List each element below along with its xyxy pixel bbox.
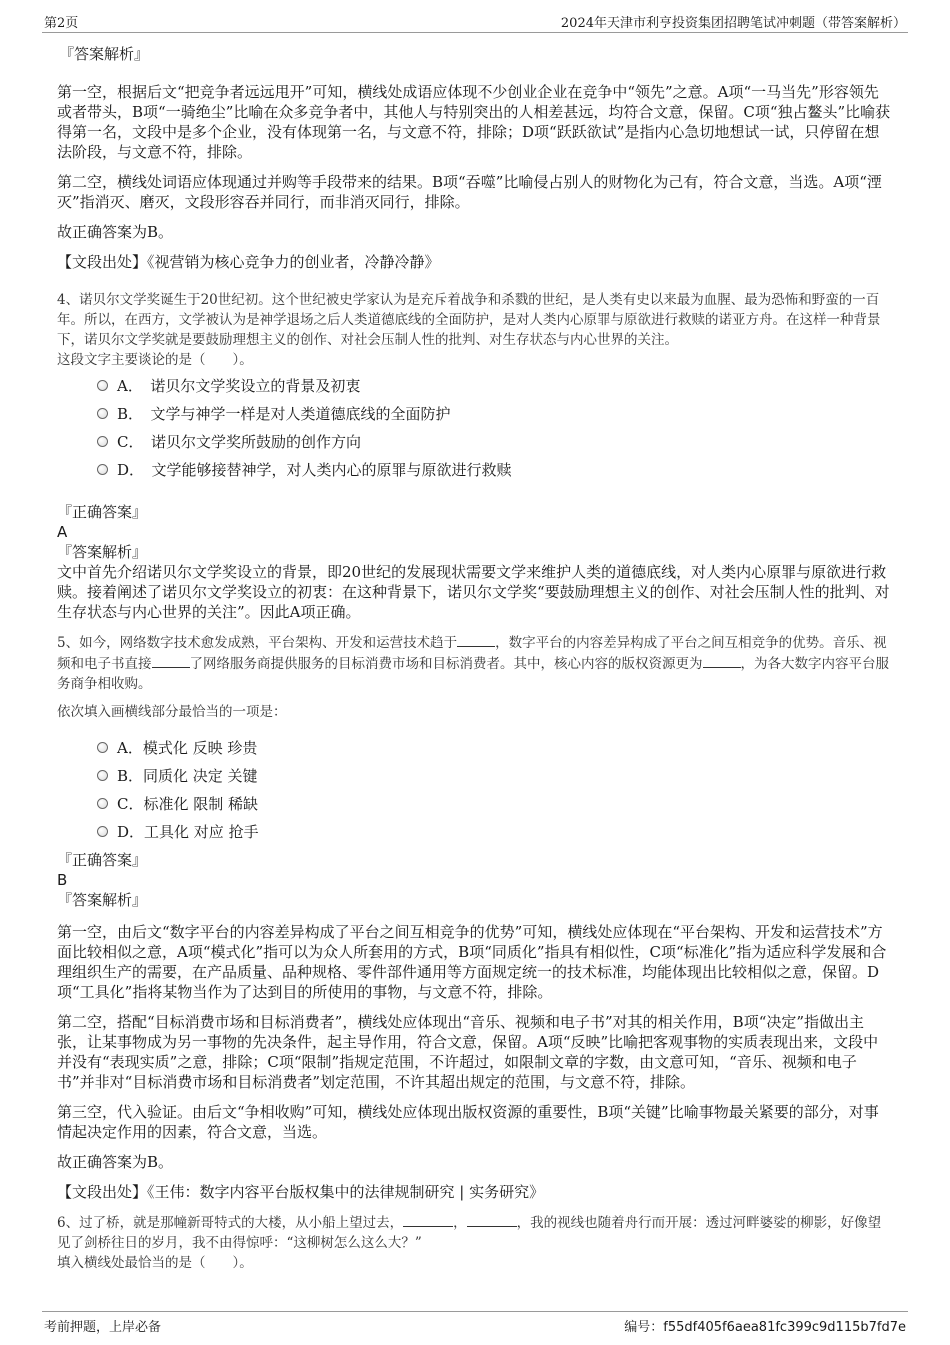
q5-stem-part2: ，数字平台的内容差异构成了平台之间互相竞争的优势。音乐、视频和电子书直接 xyxy=(57,635,887,672)
radio-icon[interactable] xyxy=(97,742,108,753)
q4-option-d-label: D． 文学能够接替神学，对人类内心的原罪与原欲进行救赎 xyxy=(117,461,512,479)
q4-option-c-label: C． 诺贝尔文学奖所鼓励的创作方向 xyxy=(117,433,361,451)
blank-line xyxy=(152,653,190,668)
radio-icon[interactable] xyxy=(97,826,108,837)
q6-stem-part1: 6、过了桥，就是那幢新哥特式的大楼，从小船上望过去， xyxy=(57,1215,404,1231)
radio-icon[interactable] xyxy=(97,770,108,781)
q5-stem-part3: 了网络服务商提供服务的目标消费市场和目标消费者。其中，核心内容的版权资源更为 xyxy=(189,656,703,672)
q4-option-b[interactable] xyxy=(57,404,893,432)
radio-icon[interactable] xyxy=(97,464,108,475)
page-content xyxy=(57,44,893,1273)
q3-analysis-para2: 第二空，横线处词语应体现通过并购等手段带来的结果。B项“吞噬”比喻侵占别人的财物化为己有，符合文意，当选。A项“湮灭”指消灭、磨灭，文段形容吞并同行，而非消灭同行，排除。 xyxy=(57,173,882,211)
page-number: 第2页 xyxy=(44,16,79,31)
document-title: 2024年天津市利亨投资集团招聘笔试冲刺题（带答案解析） xyxy=(560,16,906,31)
q5-option-c[interactable] xyxy=(57,794,893,822)
q6-stem xyxy=(57,1212,893,1253)
q5-conclusion: 故正确答案为B。 xyxy=(57,1153,174,1171)
q6-ask: 填入横线处最恰当的是（ ）。 xyxy=(57,1255,253,1271)
q5-analysis-para2: 第二空，搭配“目标消费市场和目标消费者”，横线处应体现出“音乐、视频和电子书”对其的相关作用，B项“决定”指做出主张，让某事物成为另一事物的先决条件，起主导作用，符合文意，保留。A项“反映”比喻把客观事物的实质表现出来，文段中并没有“表现实质”之意，排除；C项“限制”指规定范围，不许超过，如限制文章的字数，由文意可知，“音乐、视频和电子书”并非对“目标消费市场和目标消费者”划定范围，不许其超出规定的范围，与文意不符，排除。 xyxy=(57,1013,879,1091)
page-footer xyxy=(42,1311,908,1336)
q5-option-d-label: D．工具化 对应 抢手 xyxy=(117,823,259,841)
q4-option-a-label: A． 诺贝尔文学奖设立的背景及初衷 xyxy=(117,377,361,395)
q5-option-c-label: C．标准化 限制 稀缺 xyxy=(117,795,259,813)
document-code: 编号：f55df405f6aea81fc399c9d115b7fd7e xyxy=(624,1320,906,1335)
q5-analysis-para3: 第三空，代入验证。由后文“争相收购”可知，横线处应体现出版权资源的重要性，B项“关键”比喻事物最关紧要的部分，对事情起决定作用的因素，符合文意，当选。 xyxy=(57,1103,879,1141)
q3-conclusion: 故正确答案为B。 xyxy=(57,223,174,241)
q4-option-b-label: B． 文学与神学一样是对人类道德底线的全面防护 xyxy=(117,405,451,423)
radio-icon[interactable] xyxy=(97,408,108,419)
q5-answer: B xyxy=(57,871,68,889)
footer-slogan: 考前押题，上岸必备 xyxy=(44,1320,162,1335)
q5-analysis-heading: 『答案解析』 xyxy=(57,891,148,909)
q3-source: 【文段出处】《视营销为核心竞争力的创业者，冷静冷静》 xyxy=(57,253,440,271)
blank-line xyxy=(467,1212,517,1227)
q5-option-b-label: B．同质化 决定 关键 xyxy=(117,767,258,785)
q4-analysis: 文中首先介绍诺贝尔文学奖设立的背景，即20世纪的发展现状需要文学来维护人类的道德底线，对人类内心原罪与原欲进行救赎。接着阐述了诺贝尔文学奖设立的初衷：在这种背景下，诺贝尔文学奖“要鼓励理想主义的创作、对社会压制人性的批判、对生存状态与内心世界的关注”。因此A项正确。 xyxy=(57,563,890,621)
q3-analysis-para1: 第一空，根据后文“把竞争者远远甩开”可知，横线处成语应体现不少创业企业在竞争中“领先”之意。A项“一马当先”形容领先或者带头，B项“一骑绝尘”比喻在众多竞争者中，其他人与特别突出的人相差甚远，均符合文意，保留。C项“独占鳌头”比喻获得第一名，文段中是多个企业，没有体现第一名，与文意不符，排除；D项“跃跃欲试”是指内心急切地想试一试，只停留在想法阶段，与文意不符，排除。 xyxy=(57,83,891,161)
q5-stem-part1: 5、如今，网络数字技术愈发成熟，平台架构、开发和运营技术趋于 xyxy=(57,635,458,651)
q6-stem-part2: ，我的视线也随着舟行而开展：透过河畔婆娑的柳影，好像望见了剑桥往日的岁月，我不由得惊呼：“这柳树怎么这么大？” xyxy=(57,1215,882,1251)
q4-answer: A xyxy=(57,523,68,541)
q4-ask: 这段文字主要谈论的是（ ）。 xyxy=(57,352,253,368)
q4-stem: 4、诺贝尔文学奖诞生于20世纪初。这个世纪被史学家认为是充斥着战争和杀戮的世纪，是人类有史以来最为血腥、最为恐怖和野蛮的一百年。所以，在西方，文学被认为是神学退场之后人类道德底线的全面防护，是对人类内心原罪与原欲进行救赎的诺亚方舟。在这样一种背景下，诺贝尔文学奖就是要鼓励理想主义的创作、对社会压制人性的批判、对生存状态与内心世界的关注。 xyxy=(57,292,881,348)
q5-answer-heading: 『正确答案』 xyxy=(57,851,148,869)
page-header xyxy=(42,10,908,33)
q5-option-b[interactable] xyxy=(57,766,893,794)
q5-ask: 依次填入画横线部分最恰当的一项是： xyxy=(57,704,287,720)
q5-stem-part4: ，为各大数字内容平台服务商争相收购。 xyxy=(57,656,889,692)
q3-analysis-heading: 『答案解析』 xyxy=(59,45,150,63)
radio-icon[interactable] xyxy=(97,380,108,391)
blank-line xyxy=(403,1212,453,1227)
q5-stem xyxy=(57,632,893,694)
radio-icon[interactable] xyxy=(97,798,108,809)
blank-line xyxy=(457,632,495,647)
q5-source: 【文段出处】《王伟：数字内容平台版权集中的法律规制研究 | 实务研究》 xyxy=(57,1183,545,1201)
blank-line xyxy=(703,653,741,668)
q5-analysis-para1: 第一空，由后文“数字平台的内容差异构成了平台之间互相竞争的优势”可知，横线处应体现在“平台架构、开发和运营技术”方面比较相似之意，A项“模式化”指可以为众人所套用的方式，B项“同质化”指具有相似性，C项“标准化”指为适应科学发展和合理组织生产的需要，在产品质量、品种规格、零件部件通用等方面规定统一的技术标准，均能体现出比较相似之意，保留。D项“工具化”指将某物当作为了达到目的所使用的事物，与文意不符，排除。 xyxy=(57,923,887,1001)
q5-option-a-label: A．模式化 反映 珍贵 xyxy=(117,739,258,757)
q4-option-a[interactable] xyxy=(57,376,893,404)
q5-option-d[interactable] xyxy=(57,822,893,850)
q4-option-d[interactable] xyxy=(57,460,893,488)
q4-analysis-heading: 『答案解析』 xyxy=(57,543,148,561)
radio-icon[interactable] xyxy=(97,436,108,447)
q5-option-a[interactable] xyxy=(57,738,893,766)
q6-stem-sep: ， xyxy=(453,1215,467,1231)
q4-option-c[interactable] xyxy=(57,432,893,460)
q4-answer-heading: 『正确答案』 xyxy=(57,503,148,521)
